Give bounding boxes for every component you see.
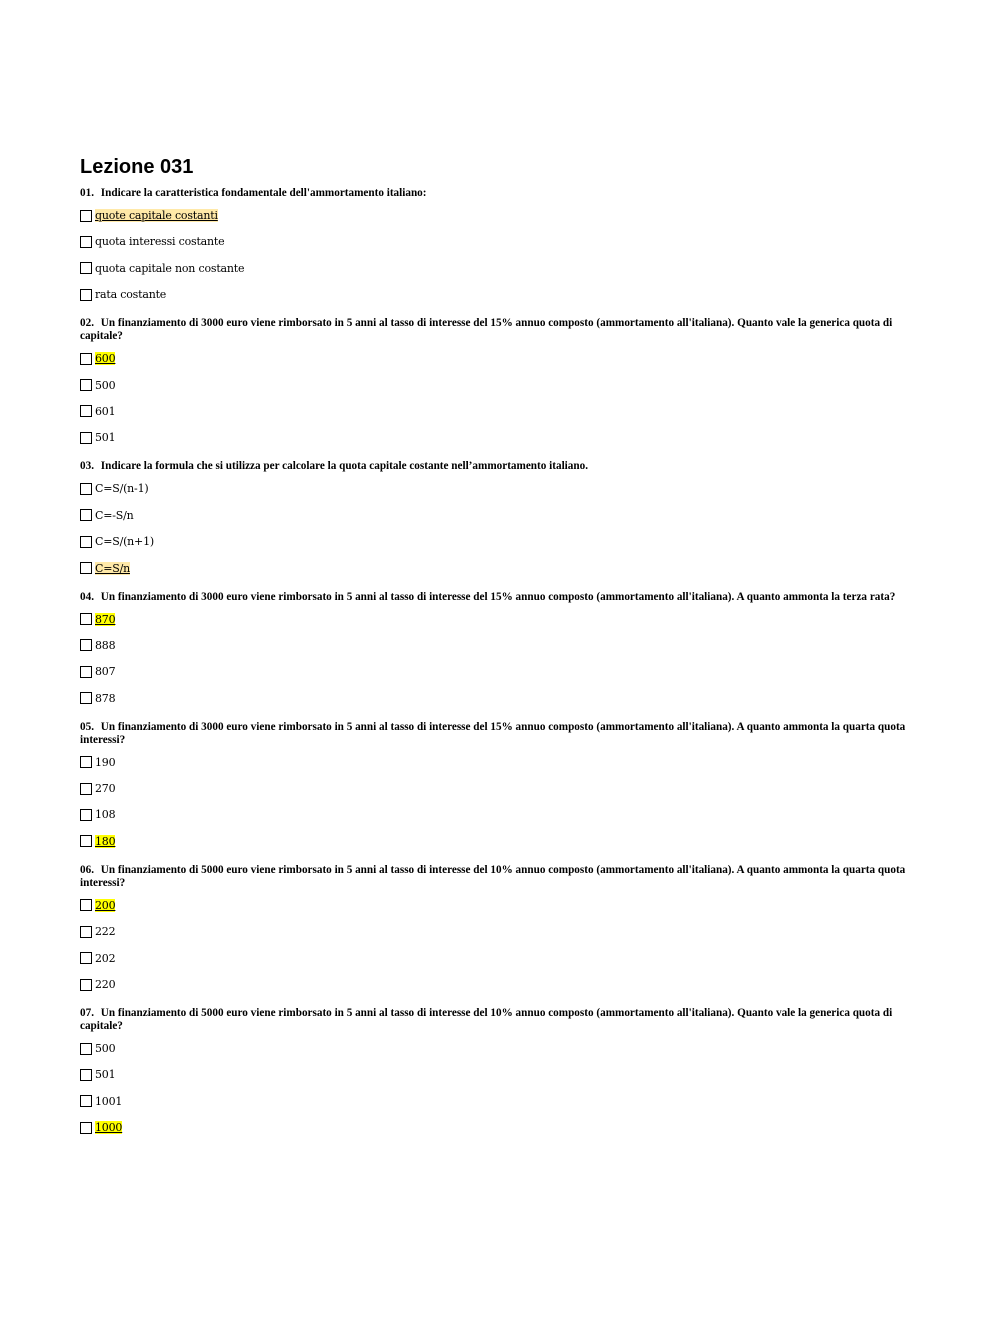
checkbox[interactable]: [80, 562, 92, 574]
answer-option[interactable]: [80, 780, 920, 797]
checkbox[interactable]: [80, 353, 92, 365]
checkbox[interactable]: [80, 289, 92, 301]
option-label-correct: 870: [95, 612, 116, 626]
question-number: 05.: [80, 720, 94, 733]
option-label-correct: C=S/n: [95, 561, 130, 575]
question-body: Indicare la caratteristica fondamentale dell'ammortamento italiano:: [100, 187, 427, 199]
checkbox[interactable]: [80, 432, 92, 444]
question-text: [80, 1007, 920, 1033]
question-03: [80, 460, 920, 576]
question-05: [80, 721, 920, 850]
question-07: [80, 1007, 920, 1136]
question-body: Un finanziamento di 3000 euro viene rimborsato in 5 anni al tasso di interesse del 15% annuo composto (ammortamento all'italiana). A quanto ammonta la quarta quota interessi?: [80, 720, 906, 746]
option-label: 501: [95, 1068, 116, 1082]
answer-option[interactable]: [80, 403, 920, 420]
question-body: Un finanziamento di 5000 euro viene rimborsato in 5 anni al tasso di interesse del 10% annuo composto (ammortamento all'italiana). A quanto ammonta la quarta quota interessi?: [80, 863, 906, 889]
question-number: 06.: [80, 863, 94, 876]
question-body: Indicare la formula che si utilizza per calcolare la quota capitale costante nell’ammortamento italiano.: [100, 460, 588, 473]
question-number: 02.: [80, 317, 94, 330]
option-label: 222: [95, 925, 116, 939]
option-label: 807: [95, 665, 116, 679]
checkbox[interactable]: [80, 835, 92, 847]
answer-option[interactable]: [80, 377, 920, 394]
checkbox[interactable]: [80, 613, 92, 625]
option-label-correct: 1000: [95, 1121, 123, 1135]
checkbox[interactable]: [80, 979, 92, 991]
option-label-correct: quote capitale costanti: [95, 209, 218, 222]
question-text: [80, 864, 920, 890]
option-list: [80, 754, 920, 850]
question-text: [80, 721, 920, 747]
page-title: Lezione 031: [80, 156, 194, 178]
question-number: 04.: [80, 590, 94, 603]
question-body: Un finanziamento di 3000 euro viene rimborsato in 5 anni al tasso di interesse del 15% annuo composto (ammortamento all'italiana). Quanto vale la generica quota di capitale?: [80, 317, 893, 343]
checkbox[interactable]: [80, 1043, 92, 1055]
option-label: 601: [95, 404, 116, 418]
question-02: [80, 317, 920, 446]
question-text: [80, 460, 920, 473]
checkbox[interactable]: [80, 405, 92, 417]
checkbox[interactable]: [80, 536, 92, 548]
option-list: [80, 897, 920, 993]
option-label: quota capitale non costante: [95, 261, 245, 275]
option-label: 1001: [95, 1094, 123, 1108]
question-text: [80, 317, 920, 343]
option-label: C=-S/n: [95, 508, 134, 522]
answer-option[interactable]: [80, 1093, 920, 1110]
option-label: 501: [95, 431, 116, 445]
option-label: 888: [95, 638, 116, 652]
option-label-correct: 180: [95, 834, 116, 848]
checkbox[interactable]: [80, 692, 92, 704]
option-label: quota interessi costante: [95, 235, 225, 249]
option-label: 202: [95, 951, 116, 965]
answer-option[interactable]: [80, 690, 920, 707]
question-number: 07.: [80, 1007, 94, 1020]
answer-option[interactable]: [80, 950, 920, 967]
checkbox[interactable]: [80, 236, 92, 248]
question-body: Un finanziamento di 3000 euro viene rimborsato in 5 anni al tasso di interesse del 15% annuo composto (ammortamento all'italiana). A quanto ammonta la terza rata?: [100, 590, 896, 603]
checkbox[interactable]: [80, 926, 92, 938]
option-label-correct: 600: [95, 352, 116, 366]
checkbox[interactable]: [80, 509, 92, 521]
question-06: [80, 864, 920, 993]
answer-option[interactable]: [80, 480, 920, 497]
answer-option[interactable]: [80, 976, 920, 993]
checkbox[interactable]: [80, 952, 92, 964]
checkbox[interactable]: [80, 1095, 92, 1107]
answer-option[interactable]: [80, 507, 920, 524]
answer-option[interactable]: [80, 1119, 920, 1136]
answer-option[interactable]: [80, 350, 920, 367]
answer-option[interactable]: [80, 923, 920, 940]
quiz-page: [80, 155, 920, 1146]
option-list: [80, 1040, 920, 1136]
answer-option[interactable]: [80, 560, 920, 577]
answer-option[interactable]: [80, 207, 920, 224]
checkbox[interactable]: [80, 809, 92, 821]
option-label-correct: 200: [95, 898, 116, 912]
checkbox[interactable]: [80, 666, 92, 678]
answer-option[interactable]: [80, 611, 920, 628]
answer-option[interactable]: [80, 1040, 920, 1057]
option-label: 500: [95, 378, 116, 392]
question-body: Un finanziamento di 5000 euro viene rimborsato in 5 anni al tasso di interesse del 10% annuo composto (ammortamento all'italiana). Quanto vale la generica quota di capitale?: [80, 1007, 893, 1033]
question-number: 03.: [80, 460, 94, 473]
answer-option[interactable]: [80, 1066, 920, 1083]
option-label: rata costante: [95, 288, 167, 302]
option-label: 220: [95, 978, 116, 992]
answer-option[interactable]: [80, 897, 920, 914]
option-label: 190: [95, 755, 116, 769]
checkbox[interactable]: [80, 262, 92, 274]
question-04: [80, 591, 920, 707]
checkbox[interactable]: [80, 379, 92, 391]
option-list: [80, 611, 920, 707]
checkbox[interactable]: [80, 639, 92, 651]
option-list: [80, 207, 920, 303]
option-label: 270: [95, 782, 116, 796]
answer-option[interactable]: [80, 754, 920, 771]
checkbox[interactable]: [80, 210, 92, 222]
answer-option[interactable]: [80, 663, 920, 680]
checkbox[interactable]: [80, 756, 92, 768]
option-list: [80, 480, 920, 576]
option-label: C=S/(n+1): [95, 535, 154, 549]
answer-option[interactable]: [80, 637, 920, 654]
question-01: [80, 187, 920, 303]
option-label: 878: [95, 691, 116, 705]
checkbox[interactable]: [80, 783, 92, 795]
answer-option[interactable]: [80, 260, 920, 277]
answer-option[interactable]: [80, 833, 920, 850]
option-label: 500: [95, 1042, 116, 1056]
answer-option[interactable]: [80, 806, 920, 823]
question-text: [80, 591, 920, 604]
answer-option[interactable]: [80, 533, 920, 550]
option-label: C=S/(n-1): [95, 482, 149, 496]
option-list: [80, 350, 920, 446]
answer-option[interactable]: [80, 233, 920, 250]
answer-option[interactable]: [80, 286, 920, 303]
question-number: 01.: [80, 187, 94, 199]
question-text: [80, 187, 920, 200]
checkbox[interactable]: [80, 1069, 92, 1081]
checkbox[interactable]: [80, 483, 92, 495]
answer-option[interactable]: [80, 429, 920, 446]
checkbox[interactable]: [80, 1122, 92, 1134]
option-label: 108: [95, 808, 116, 822]
checkbox[interactable]: [80, 899, 92, 911]
